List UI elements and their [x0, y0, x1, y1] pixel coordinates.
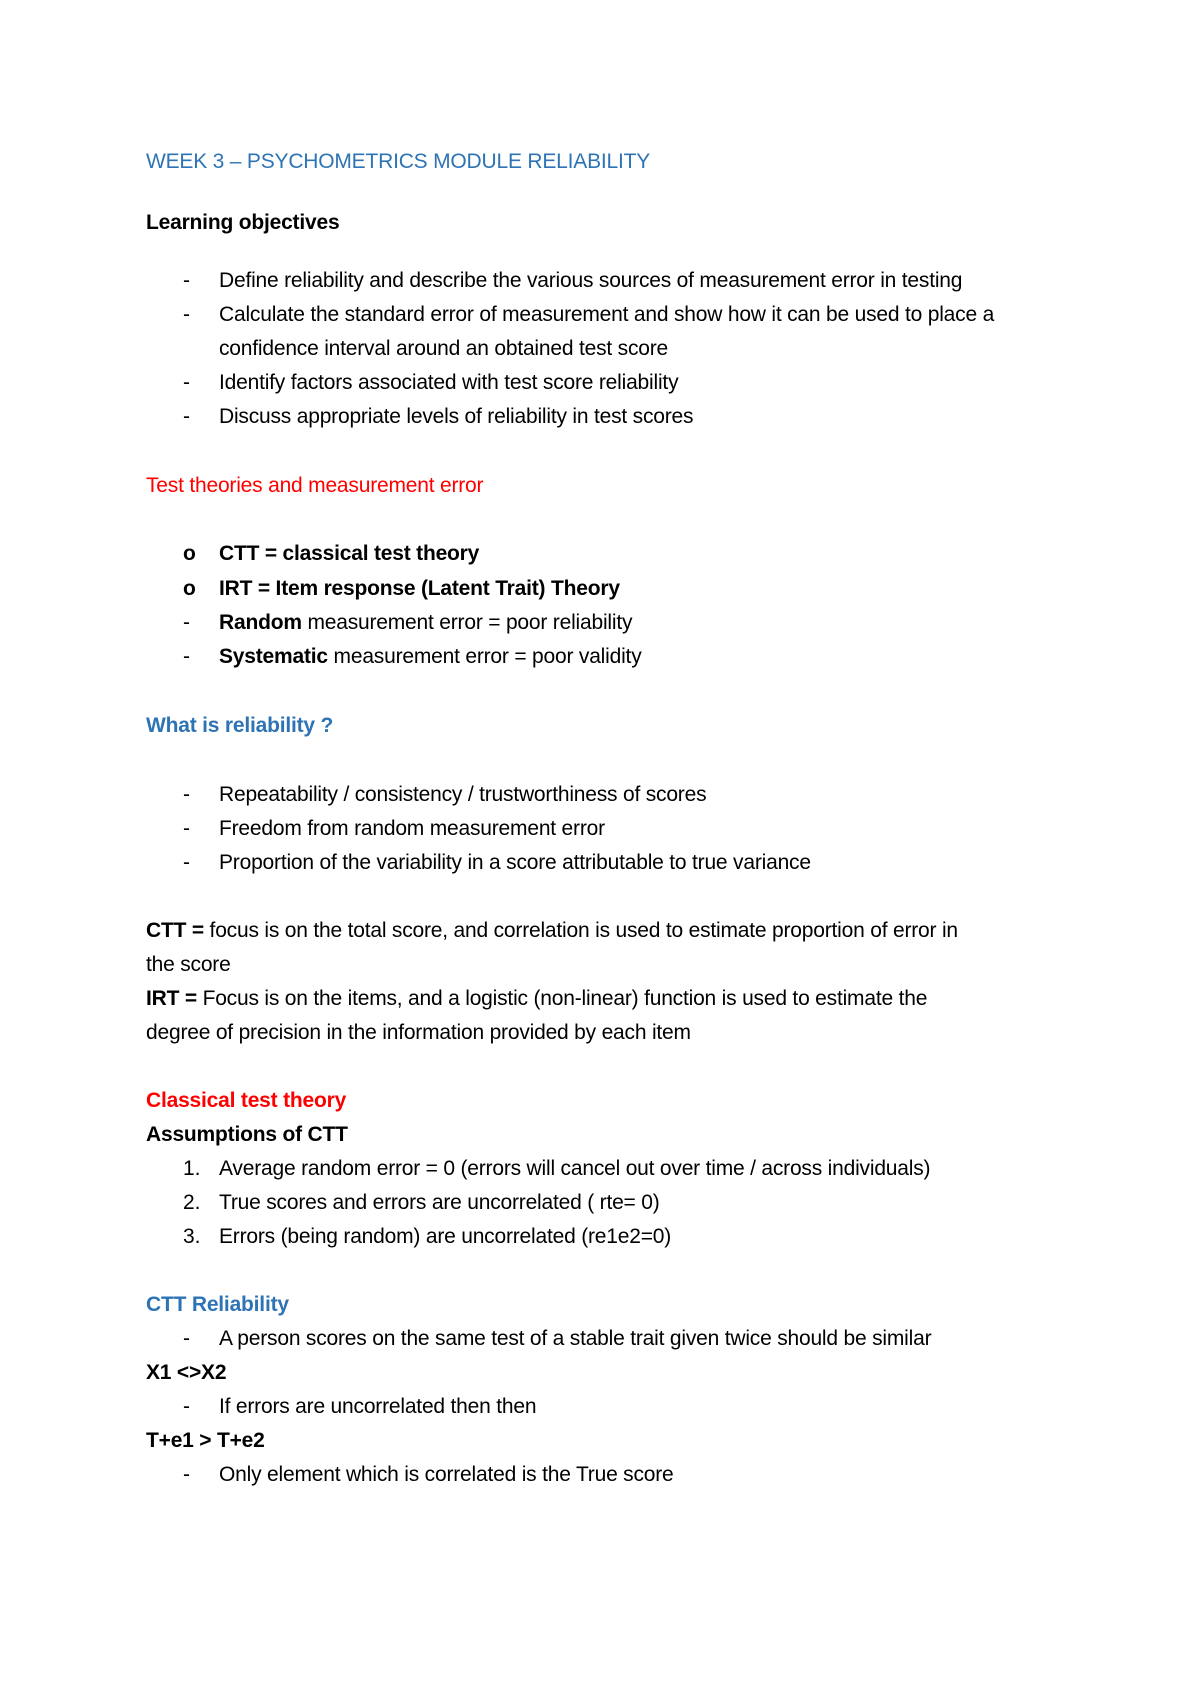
irt-label: IRT =	[146, 987, 197, 1010]
bullet-dash: -	[183, 405, 190, 428]
ctt-reliability-item: A person scores on the same test of a stable trait given twice should be similar	[219, 1327, 932, 1350]
list-number: 1.	[183, 1157, 201, 1180]
assumption-item: True scores and errors are uncorrelated ( rte= 0)	[219, 1191, 660, 1214]
objective-item: Calculate the standard error of measurement and show how it can be used to place a	[219, 303, 995, 326]
bullet-dash: -	[183, 817, 190, 840]
systematic-text: measurement error = poor validity	[327, 645, 642, 668]
bullet-dash: -	[183, 645, 190, 668]
ctt-reliability-heading: CTT Reliability	[146, 1293, 289, 1316]
irt-paragraph-line	[146, 985, 927, 1013]
list-number: 3.	[183, 1225, 201, 1248]
test-theories-heading: Test theories and measurement error	[146, 474, 484, 497]
bullet-circle: o	[183, 542, 196, 565]
classical-test-theory-heading: Classical test theory	[146, 1089, 347, 1112]
objective-item: Define reliability and describe the various sources of measurement error in testing	[219, 269, 963, 292]
reliability-item: Repeatability / consistency / trustworthiness of scores	[219, 783, 707, 806]
formula-line: X1 <>X2	[146, 1361, 227, 1384]
theory-irt: IRT = Item response (Latent Trait) Theory	[219, 577, 620, 600]
assumption-item: Errors (being random) are uncorrelated (re1e2=0)	[219, 1225, 672, 1248]
formula-line: T+e1 > T+e2	[146, 1429, 265, 1452]
theory-ctt: CTT = classical test theory	[219, 542, 480, 565]
irt-text: Focus is on the items, and a logistic (non-linear) function is used to estimate the	[196, 987, 928, 1010]
assumption-item: Average random error = 0 (errors will cancel out over time / across individuals)	[219, 1157, 931, 1180]
ctt-reliability-item: If errors are uncorrelated then then	[219, 1395, 537, 1418]
reliability-item: Freedom from random measurement error	[219, 817, 605, 840]
irt-paragraph-continued: degree of precision in the information provided by each item	[146, 1021, 691, 1044]
systematic-label: Systematic	[219, 645, 328, 668]
random-text: measurement error = poor reliability	[301, 611, 633, 634]
bullet-dash: -	[183, 851, 190, 874]
list-number: 2.	[183, 1191, 201, 1214]
bullet-dash: -	[183, 783, 190, 806]
bullet-dash: -	[183, 1327, 190, 1350]
bullet-circle: o	[183, 577, 196, 600]
random-label: Random	[219, 611, 302, 634]
objective-item-continued: confidence interval around an obtained test score	[219, 337, 669, 360]
what-is-reliability-heading: What is reliability ?	[146, 714, 334, 737]
objective-item: Identify factors associated with test score reliability	[219, 371, 679, 394]
document-title: WEEK 3 – PSYCHOMETRICS MODULE RELIABILITY	[146, 150, 651, 173]
ctt-label: CTT =	[146, 919, 204, 942]
ctt-paragraph-line	[146, 917, 958, 945]
ctt-text: focus is on the total score, and correlation is used to estimate proportion of error in	[203, 919, 958, 942]
assumptions-heading: Assumptions of CTT	[146, 1123, 348, 1146]
reliability-item: Proportion of the variability in a score attributable to true variance	[219, 851, 811, 874]
systematic-error-item	[219, 643, 642, 671]
ctt-paragraph-continued: the score	[146, 953, 231, 976]
bullet-dash: -	[183, 1395, 190, 1418]
bullet-dash: -	[183, 371, 190, 394]
ctt-reliability-item: Only element which is correlated is the True score	[219, 1463, 674, 1486]
bullet-dash: -	[183, 269, 190, 292]
bullet-dash: -	[183, 303, 190, 326]
objective-item: Discuss appropriate levels of reliability in test scores	[219, 405, 694, 428]
learning-objectives-heading: Learning objectives	[146, 211, 340, 234]
random-error-item	[219, 609, 632, 637]
bullet-dash: -	[183, 1463, 190, 1486]
bullet-dash: -	[183, 611, 190, 634]
